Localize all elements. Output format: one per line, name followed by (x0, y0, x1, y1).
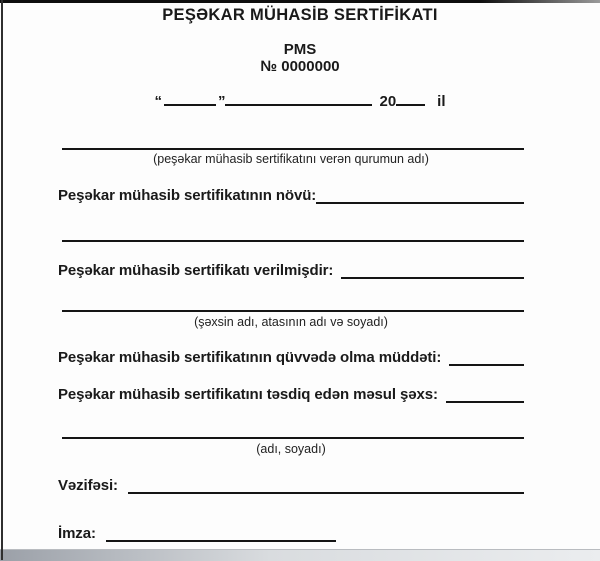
field-validity-period (58, 349, 524, 367)
issuer-blank-line (62, 148, 524, 150)
field-approving-person (58, 386, 524, 404)
approving-person-label: Peşəkar mühasib sertifikatını təsdiq edən məsul şəxs: (58, 386, 438, 403)
page-title: PEŞƏKAR MÜHASİB SERTİFİKATI (162, 6, 438, 24)
field-position (58, 477, 524, 495)
signature-blank-line (106, 540, 336, 542)
approver-name-blank-line (62, 437, 524, 439)
field-signature (58, 525, 524, 543)
issuer-caption: (peşəkar mühasib sertifikatını verən qurumun adı) (153, 152, 429, 166)
close-quote: ” (217, 93, 226, 110)
year-century: 20 (379, 93, 397, 110)
issued-to-blank-line (341, 277, 524, 279)
page-bottom-edge (0, 549, 600, 561)
issued-to-label: Peşəkar mühasib sertifikatı verilmişdir: (58, 262, 334, 279)
position-label: Vəzifəsi: (58, 477, 118, 494)
person-name-blank-line (62, 310, 524, 312)
day-blank-line (164, 91, 216, 106)
month-blank-line (225, 91, 372, 106)
certificate-type-label: Peşəkar mühasib sertifikatının növü: (58, 187, 317, 204)
approver-name-caption: (adı, soyadı) (256, 442, 326, 456)
field-issued-to (58, 262, 524, 280)
validity-period-blank-line (449, 364, 524, 366)
field-certificate-type (58, 187, 524, 205)
open-quote: “ (154, 93, 162, 110)
person-name-caption: (şəxsin adı, atasının adı və soyadı) (194, 315, 388, 329)
approving-person-blank-line (446, 401, 524, 403)
year-blank-line (396, 91, 425, 106)
certificate-type-blank-line (316, 202, 524, 204)
date-line (0, 91, 600, 110)
certificate-code: PMS (283, 41, 317, 58)
signature-label: İmza: (58, 525, 96, 542)
certificate-type-continuation-line (62, 240, 524, 242)
left-border-line (1, 0, 3, 560)
year-word: il (437, 93, 446, 110)
certificate-number: № 0000000 (260, 58, 340, 75)
validity-period-label: Peşəkar mühasib sertifikatının qüvvədə olma müddəti: (58, 349, 442, 366)
top-border-bar (0, 0, 600, 3)
position-blank-line (128, 492, 524, 494)
